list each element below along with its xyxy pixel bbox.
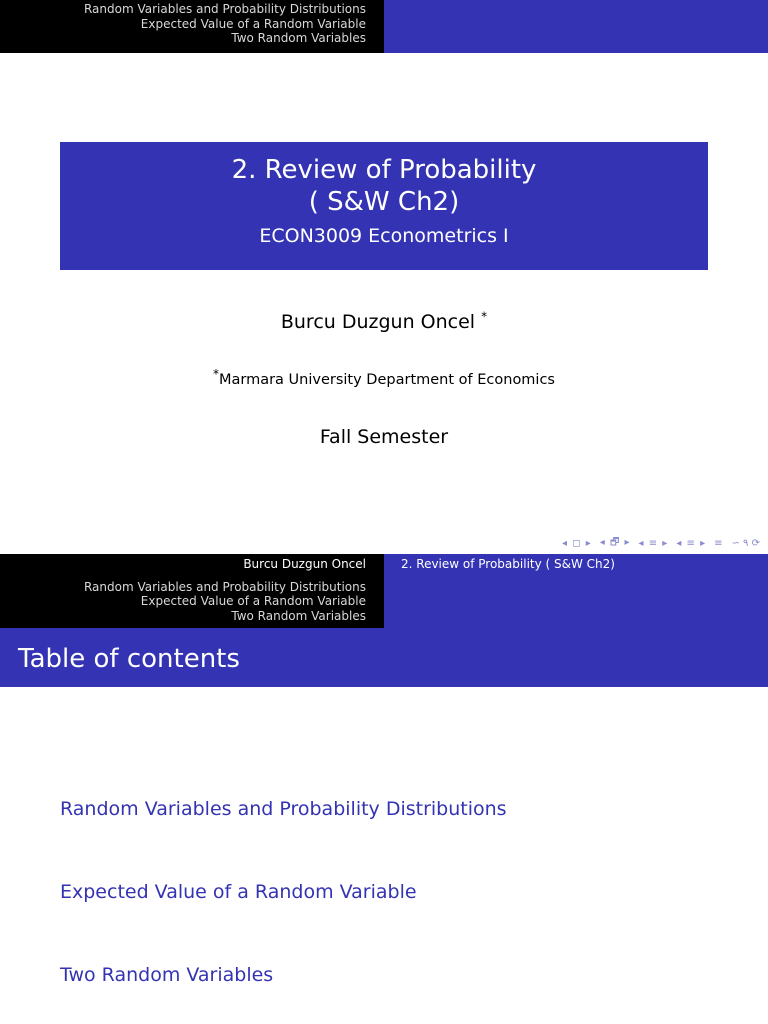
nav-appendix-icon[interactable]: ≡ <box>714 537 724 549</box>
subtitle: ECON3009 Econometrics I <box>259 225 509 247</box>
toc-item-expected-value[interactable]: Expected Value of a Random Variable <box>60 881 417 903</box>
institute <box>0 367 768 388</box>
headline-title-area <box>384 554 768 628</box>
nav-search-icon[interactable]: ∽ ۹ ⟳ <box>731 537 760 549</box>
headline-title-area <box>384 0 768 53</box>
title-block <box>60 142 708 270</box>
title-line-2: ( S&W Ch2) <box>308 187 460 217</box>
headline-slide-2 <box>0 554 768 628</box>
headline-short-title: 2. Review of Probability ( S&W Ch2) <box>401 557 615 571</box>
headline-section-2[interactable]: Expected Value of a Random Variable <box>140 594 366 608</box>
nav-document-icon[interactable]: ◂ ≡ ▸ <box>676 537 707 549</box>
institute-footnote-mark: * <box>212 367 219 382</box>
headline-section-3[interactable]: Two Random Variables <box>231 608 366 623</box>
date: Fall Semester <box>319 426 449 448</box>
nav-section-icon[interactable]: ◂ ≡ ▸ <box>638 537 669 549</box>
institute-name: Marmara University Department of Economics <box>218 372 555 388</box>
toc-item-two-random-variables[interactable]: Two Random Variables <box>60 964 274 986</box>
headline-section-1[interactable]: Random Variables and Probability Distributions <box>83 579 366 594</box>
author <box>0 311 768 333</box>
toc-item-random-variables[interactable]: Random Variables and Probability Distributions <box>60 798 507 820</box>
headline-author: Burcu Duzgun Oncel <box>243 557 366 571</box>
title-line-1: 2. Review of Probability <box>231 155 537 185</box>
headline-slide-1 <box>0 0 768 53</box>
headline-section-1[interactable]: Random Variables and Probability Distributions <box>83 2 366 16</box>
headline-section-2[interactable]: Expected Value of a Random Variable <box>140 16 366 31</box>
headline-author-sections <box>0 554 384 628</box>
nav-subsection-icon[interactable]: ◂ 🗗 ▸ <box>599 536 631 548</box>
headline-section-list <box>0 0 384 53</box>
author-footnote-mark: * <box>481 309 488 324</box>
frame-title: Table of contents <box>0 628 768 687</box>
author-name: Burcu Duzgun Oncel <box>280 311 476 333</box>
navigation-symbols <box>562 536 760 550</box>
nav-frame-icon[interactable]: ◂ ◻ ▸ <box>562 537 592 549</box>
headline-section-3[interactable]: Two Random Variables <box>231 31 366 45</box>
